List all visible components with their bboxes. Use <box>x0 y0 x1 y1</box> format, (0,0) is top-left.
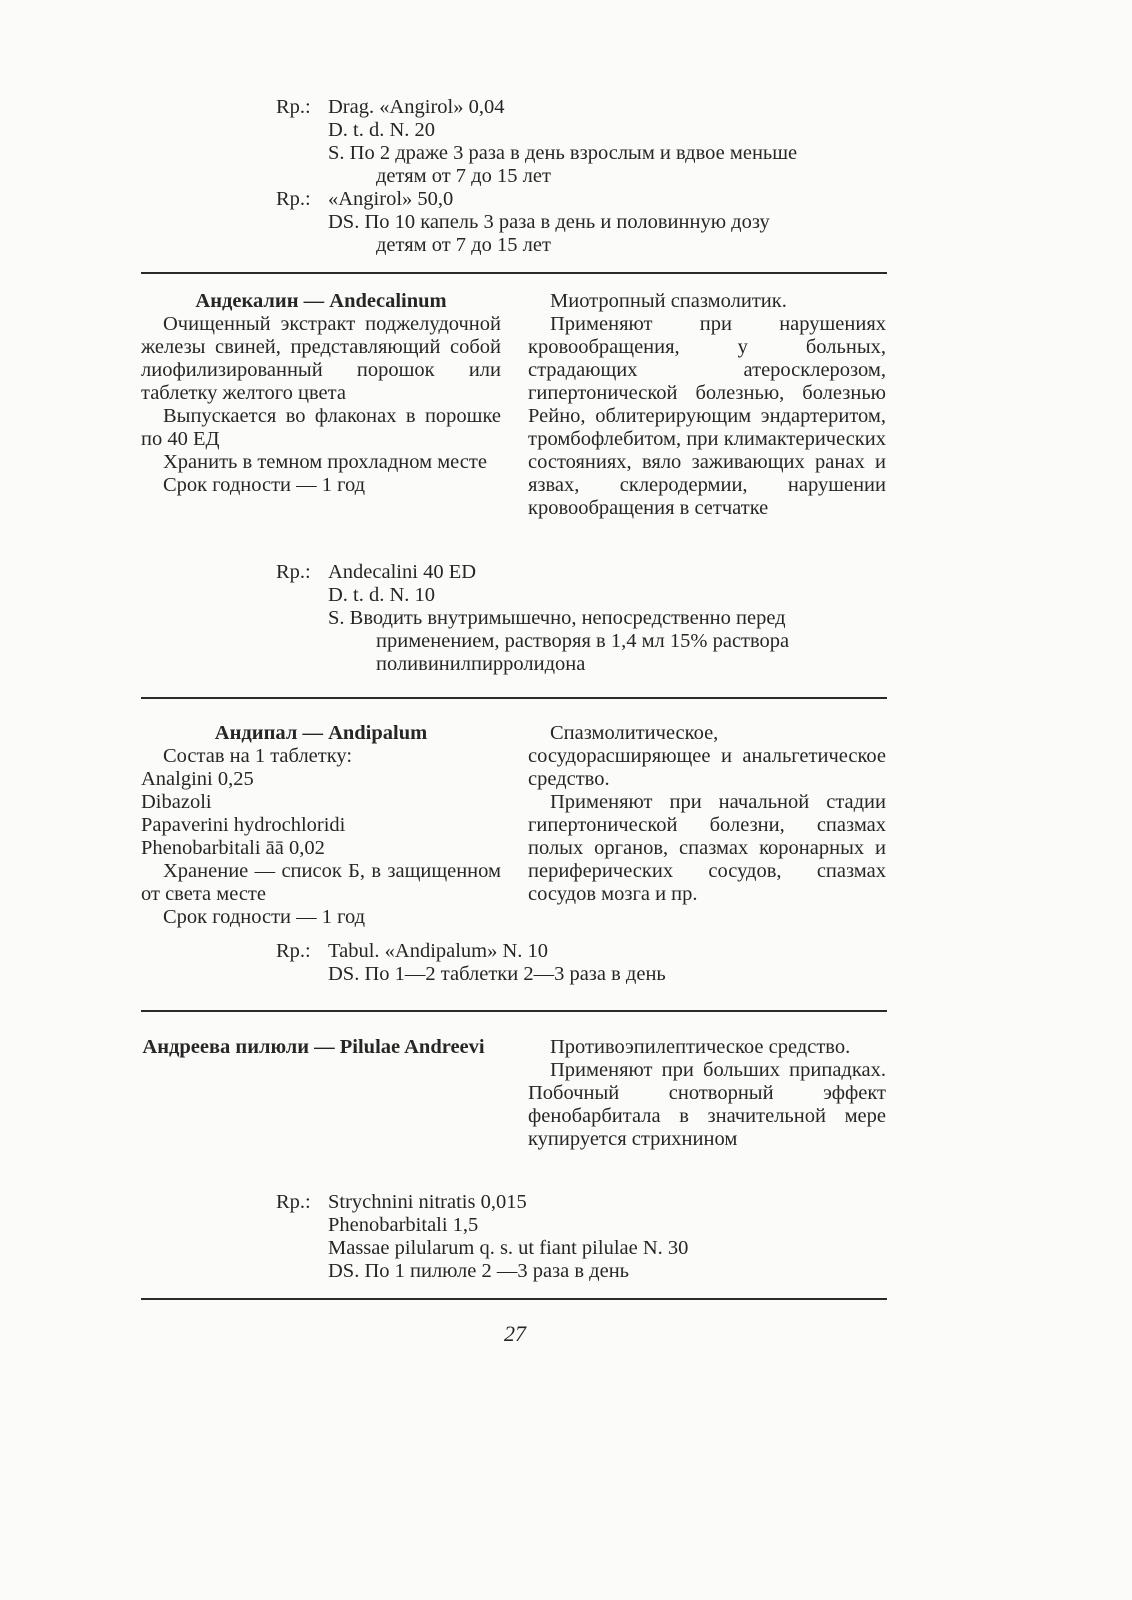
andecalin-right-column <box>528 290 886 520</box>
rp-label: Rp.: <box>276 1191 311 1213</box>
rx-line: детям от 7 до 15 лет <box>376 165 551 187</box>
rx-line: S. По 2 драже 3 раза в день взрослым и вдвое меньше <box>328 142 798 164</box>
rx-line: детям от 7 до 15 лет <box>376 234 551 256</box>
ingredient: Dibazoli <box>141 791 212 813</box>
paragraph: Выпускается во флаконах в порошке по 40 ЕД <box>141 405 501 450</box>
andreev-left-column <box>141 1036 486 1059</box>
section-divider <box>141 697 887 699</box>
rx-line: Drag. «Angirol» 0,04 <box>328 96 505 118</box>
ingredient: Analgini 0,25 <box>141 768 254 790</box>
andipal-right-column <box>528 722 886 906</box>
rx-line: Strychnini nitratis 0,015 <box>328 1191 527 1213</box>
rx-line: поливинилпирролидона <box>376 653 586 675</box>
andreev-right-column <box>528 1036 886 1151</box>
andecalin-prescription <box>276 561 886 676</box>
ingredient: Phenobarbitali āā 0,02 <box>141 837 325 859</box>
section-divider <box>141 1010 887 1012</box>
andreev-prescription <box>276 1191 886 1283</box>
rx-line: DS. По 1—2 таблетки 2—3 раза в день <box>328 963 666 985</box>
andipal-prescription <box>276 940 886 986</box>
paragraph: Срок годности — 1 год <box>163 474 366 496</box>
rx-line: «Angirol» 50,0 <box>328 188 454 210</box>
section-divider <box>141 1298 887 1300</box>
rx-line: Tabul. «Andipalum» N. 10 <box>328 940 549 962</box>
rp-label: Rp.: <box>276 561 311 583</box>
rx-line: DS. По 10 капель 3 раза в день и половинную дозу <box>328 211 770 233</box>
rx-line: S. Вводить внутримышечно, непосредственно перед <box>328 607 786 629</box>
rx-line: применением, растворяя в 1,4 мл 15% раствора <box>376 630 790 652</box>
paragraph: Противоэпилептическое средство. <box>550 1036 851 1058</box>
entry-heading: Андипал — Andipalum <box>214 722 428 744</box>
entry-heading: Андреева пилюли — Pilulae Andreevi <box>142 1036 485 1058</box>
paragraph: Спазмолитическое, сосудорасширяющее и анальгетическое средство. <box>528 722 886 790</box>
paragraph: Применяют при нарушениях кровообращения, у больных, страдающих атеросклерозом, гипертонической болезнью, болезнью Рейно, облитерирующим эндартеритом, тромбофлебитом, при климактерических состояниях, вяло заживающих ранах и язвах, склеродермии, нарушении кровообращения в сетчатке <box>528 313 886 519</box>
page-number: 27 <box>504 1321 526 1346</box>
paragraph: Срок годности — 1 год <box>163 906 366 928</box>
paragraph: Применяют при больших припадках. Побочный снотворный эффект фенобарбитала в значительной мере купируется стрихнином <box>528 1059 886 1150</box>
rx-line: Phenobarbitali 1,5 <box>328 1214 479 1236</box>
composition-title: Состав на 1 таблетку: <box>163 745 353 767</box>
rx-line: Andecalini 40 ED <box>328 561 477 583</box>
angirol-prescriptions <box>276 96 886 257</box>
rx-line: DS. По 1 пилюле 2 —3 раза в день <box>328 1260 630 1282</box>
section-divider <box>141 272 887 274</box>
andipal-left-column <box>141 722 501 929</box>
rx-line: D. t. d. N. 10 <box>328 584 436 606</box>
paragraph: Применяют при начальной стадии гипертонической болезни, спазмах полых органов, спазмах коронарных и периферических сосудов, спазмах сосудов мозга и пр. <box>528 791 886 905</box>
rx-line: D. t. d. N. 20 <box>328 119 436 141</box>
paragraph: Хранить в темном прохладном месте <box>163 451 487 473</box>
ingredient: Papaverini hydrochloridi <box>141 814 346 836</box>
paragraph: Очищенный экстракт поджелудочной железы свиней, представляющий собой лиофилизированный порошок или таблетку желтого цвета <box>141 313 501 404</box>
entry-heading: Андекалин — Andecalinum <box>195 290 447 312</box>
paragraph: Миотропный спазмолитик. <box>550 290 787 312</box>
rp-label: Rp.: <box>276 96 311 118</box>
rp-label: Rp.: <box>276 188 311 210</box>
rx-line: Massae pilularum q. s. ut fiant pilulae N. 30 <box>328 1237 689 1259</box>
andecalin-left-column <box>141 290 501 497</box>
paragraph: Хранение — список Б, в защищенном от света месте <box>141 860 501 905</box>
rp-label: Rp.: <box>276 940 311 962</box>
